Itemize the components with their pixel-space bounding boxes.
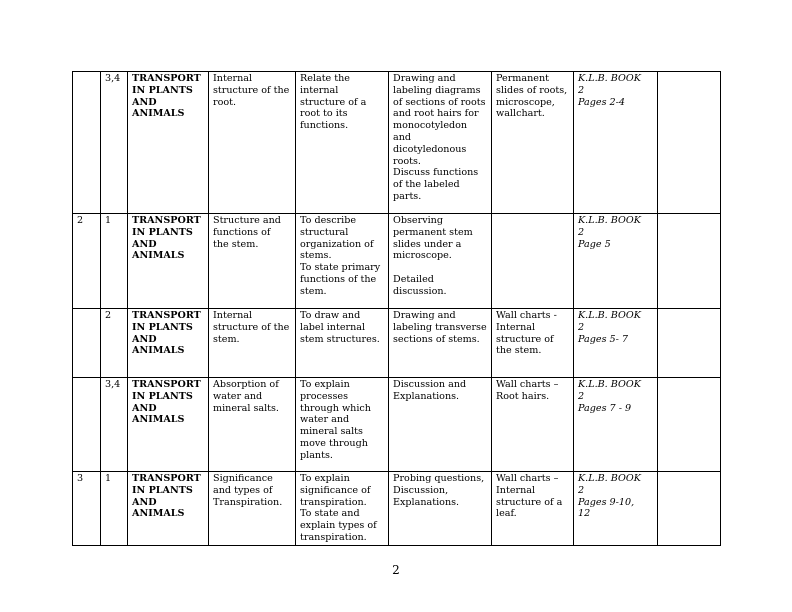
topic-line: ANIMALS <box>132 108 185 120</box>
references-cell <box>574 72 658 214</box>
topic-line: AND <box>132 496 157 508</box>
activities-line <box>393 262 487 274</box>
resources-cell <box>492 472 574 546</box>
references-cell <box>574 309 658 378</box>
subtopic-line: Transpiration. <box>213 496 283 508</box>
activities-line: and root hairs for <box>393 108 479 120</box>
objectives-line: stem structures. <box>300 333 380 345</box>
topic-line: AND <box>132 96 157 108</box>
topic-line: ANIMALS <box>132 414 185 426</box>
activities-line: Drawing and <box>393 310 456 321</box>
subtopic-line: structure of the <box>213 84 290 96</box>
objectives-cell <box>296 378 389 472</box>
objectives-cell <box>296 72 389 214</box>
subtopic-line: Significance <box>213 473 273 484</box>
table-row <box>73 72 721 214</box>
subtopic-line: and types of <box>213 484 273 496</box>
objectives-cell <box>296 309 389 378</box>
references-line: K.L.B. BOOK <box>578 379 641 390</box>
activities-line: permanent stem <box>393 226 473 238</box>
objectives-line: explain types of <box>300 520 377 532</box>
lesson-cell: 1 <box>101 214 128 309</box>
resources-cell <box>492 72 574 214</box>
objectives-line: label internal <box>300 321 366 333</box>
activities-line: Drawing and <box>393 73 456 84</box>
resources-line: Wall charts – <box>496 473 559 484</box>
activities-line: Probing questions, <box>393 473 485 484</box>
activities-line: parts. <box>393 190 422 202</box>
scheme-of-work-table <box>72 71 721 546</box>
references-line: Pages 2-4 <box>578 96 625 108</box>
objectives-line: through which <box>300 402 371 414</box>
week-cell <box>73 72 101 214</box>
topic-line: TRANSPORT <box>132 73 201 84</box>
references-cell <box>574 378 658 472</box>
topic-cell <box>128 378 209 472</box>
resources-cell <box>492 378 574 472</box>
activities-cell <box>389 309 492 378</box>
subtopic-line: root. <box>213 96 237 108</box>
objectives-line: water and <box>300 414 350 426</box>
objectives-line: root to its <box>300 108 348 120</box>
references-line: K.L.B. BOOK <box>578 215 641 226</box>
references-line: 2 <box>578 390 585 402</box>
table-row <box>73 378 721 472</box>
objectives-line: significance of <box>300 484 371 496</box>
subtopic-line: functions of <box>213 226 271 238</box>
objectives-line: stem. <box>300 285 327 297</box>
activities-line: labeling transverse <box>393 321 487 333</box>
resources-line: Internal <box>496 321 536 333</box>
objectives-line: transpiration. <box>300 531 367 543</box>
subtopic-line: water and <box>213 390 263 402</box>
activities-cell <box>389 378 492 472</box>
topic-line: AND <box>132 333 157 345</box>
references-line: 2 <box>578 321 585 333</box>
subtopic-line: stem. <box>213 333 240 345</box>
subtopic-line: structure of the <box>213 321 290 333</box>
topic-line: ANIMALS <box>132 508 185 520</box>
activities-line: labeling diagrams <box>393 84 481 96</box>
references-line: Pages 9-10, <box>578 496 635 508</box>
objectives-line: processes <box>300 390 349 402</box>
references-cell <box>574 214 658 309</box>
topic-cell <box>128 472 209 546</box>
objectives-line: To state primary <box>300 262 381 274</box>
resources-line: wallchart. <box>496 108 545 120</box>
topic-line: TRANSPORT <box>132 215 201 226</box>
subtopic-line: Structure and <box>213 215 281 226</box>
subtopic-line: Absorption of <box>213 379 279 390</box>
objectives-line: structural <box>300 226 349 238</box>
topic-cell <box>128 309 209 378</box>
activities-cell <box>389 214 492 309</box>
topic-line: AND <box>132 238 157 250</box>
objectives-line: move through <box>300 437 368 449</box>
objectives-line: mineral salts <box>300 426 363 438</box>
resources-line: Permanent <box>496 73 549 84</box>
resources-cell <box>492 309 574 378</box>
topic-line: IN PLANTS <box>132 84 193 96</box>
activities-line: Discuss functions <box>393 167 479 179</box>
page-number: 2 <box>392 563 400 577</box>
remarks-cell <box>658 378 721 472</box>
week-cell: 3 <box>73 472 101 546</box>
topic-cell <box>128 72 209 214</box>
topic-line: IN PLANTS <box>132 484 193 496</box>
activities-line: Explanations. <box>393 496 460 508</box>
resources-cell <box>492 214 574 309</box>
subtopic-line: Internal <box>213 73 253 84</box>
activities-line: Explanations. <box>393 390 460 402</box>
objectives-line: functions of the <box>300 273 377 285</box>
objectives-line: To explain <box>300 379 350 390</box>
lesson-cell: 3,4 <box>101 378 128 472</box>
references-line: 2 <box>578 226 585 238</box>
subtopic-cell <box>209 309 296 378</box>
activities-line: microscope. <box>393 250 452 262</box>
references-line: 2 <box>578 84 585 96</box>
subtopic-line: Internal <box>213 310 253 321</box>
lesson-cell: 1 <box>101 472 128 546</box>
activities-line: of sections of roots <box>393 96 486 108</box>
resources-line: the stem. <box>496 345 542 357</box>
topic-line: TRANSPORT <box>132 473 201 484</box>
objectives-line: To describe <box>300 215 357 226</box>
objectives-line: stems. <box>300 250 332 262</box>
activities-line: of the labeled <box>393 179 460 191</box>
lesson-cell: 2 <box>101 309 128 378</box>
topic-line: IN PLANTS <box>132 321 193 333</box>
references-line: K.L.B. BOOK <box>578 73 641 84</box>
references-cell <box>574 472 658 546</box>
resources-line: structure of a <box>496 496 563 508</box>
objectives-line: To draw and <box>300 310 361 321</box>
objectives-line: structure of a <box>300 96 367 108</box>
references-line: K.L.B. BOOK <box>578 473 641 484</box>
topic-line: ANIMALS <box>132 345 185 357</box>
subtopic-cell <box>209 72 296 214</box>
resources-line: Wall charts - <box>496 310 557 321</box>
subtopic-line: mineral salts. <box>213 402 279 414</box>
table-row <box>73 309 721 378</box>
resources-line: Wall charts – <box>496 379 559 390</box>
topic-line: IN PLANTS <box>132 390 193 402</box>
references-line: K.L.B. BOOK <box>578 310 641 321</box>
objectives-line: To state and <box>300 508 360 520</box>
activities-line: and <box>393 131 412 143</box>
objectives-line: transpiration. <box>300 496 367 508</box>
remarks-cell <box>658 214 721 309</box>
objectives-line: internal <box>300 84 339 96</box>
activities-line: monocotyledon <box>393 120 468 132</box>
objectives-line: functions. <box>300 120 349 132</box>
references-line: Pages 5- 7 <box>578 333 629 345</box>
objectives-line: Relate the <box>300 73 350 84</box>
topic-line: IN PLANTS <box>132 226 193 238</box>
objectives-cell <box>296 214 389 309</box>
table-body <box>73 72 721 546</box>
subtopic-cell <box>209 472 296 546</box>
remarks-cell <box>658 72 721 214</box>
week-cell <box>73 378 101 472</box>
activities-line: dicotyledonous <box>393 143 467 155</box>
resources-line: slides of roots, <box>496 84 568 96</box>
activities-line: roots. <box>393 155 421 167</box>
subtopic-cell <box>209 214 296 309</box>
references-line: Pages 7 - 9 <box>578 402 632 414</box>
resources-line: structure of <box>496 333 554 345</box>
references-line: 12 <box>578 508 591 520</box>
table-row <box>73 214 721 309</box>
resources-line: leaf. <box>496 508 517 520</box>
activities-line: Detailed <box>393 273 434 285</box>
references-line: 2 <box>578 484 585 496</box>
subtopic-line: the stem. <box>213 238 259 250</box>
table-row <box>73 472 721 546</box>
objectives-cell <box>296 472 389 546</box>
resources-line: Internal <box>496 484 536 496</box>
activities-line: slides under a <box>393 238 462 250</box>
lesson-cell: 3,4 <box>101 72 128 214</box>
resources-line: microscope, <box>496 96 555 108</box>
topic-line: TRANSPORT <box>132 379 201 390</box>
references-line: Page 5 <box>578 238 611 250</box>
activities-line: Observing <box>393 215 444 226</box>
week-cell: 2 <box>73 214 101 309</box>
activities-line: discussion. <box>393 285 447 297</box>
topic-line: ANIMALS <box>132 250 185 262</box>
week-cell <box>73 309 101 378</box>
subtopic-cell <box>209 378 296 472</box>
resources-line: Root hairs. <box>496 390 550 402</box>
remarks-cell <box>658 472 721 546</box>
objectives-line: To explain <box>300 473 350 484</box>
topic-cell <box>128 214 209 309</box>
activities-line: Discussion, <box>393 484 449 496</box>
objectives-line: organization of <box>300 238 374 250</box>
topic-line: TRANSPORT <box>132 310 201 321</box>
objectives-line: plants. <box>300 449 333 461</box>
activities-cell <box>389 72 492 214</box>
remarks-cell <box>658 309 721 378</box>
topic-line: AND <box>132 402 157 414</box>
activities-line: sections of stems. <box>393 333 480 345</box>
activities-line: Discussion and <box>393 379 467 390</box>
activities-cell <box>389 472 492 546</box>
